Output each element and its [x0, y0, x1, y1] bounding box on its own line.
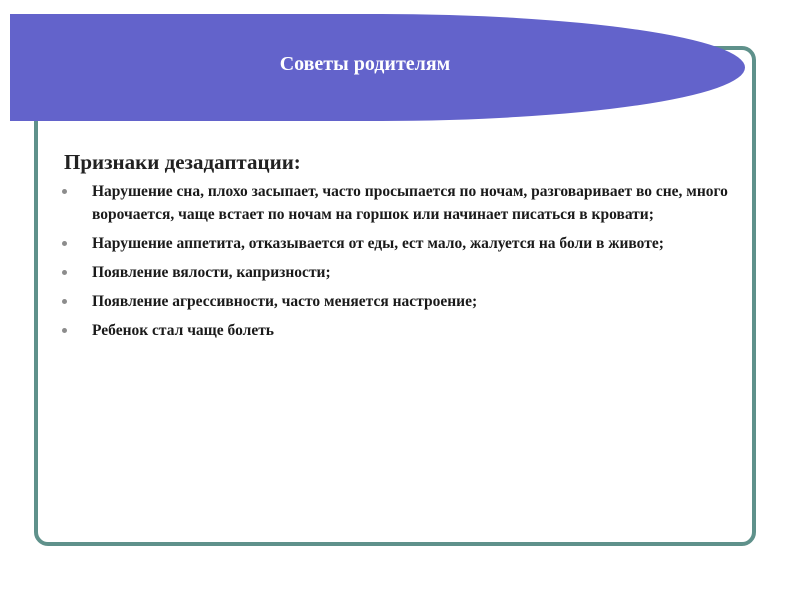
list-item: [60, 180, 740, 226]
list-item: [60, 261, 740, 284]
list-item: [60, 319, 740, 342]
list-item-text: Появление вялости, капризности;: [92, 264, 331, 281]
list-item-text: Ребенок стал чаще болеть: [92, 322, 275, 339]
bullet-icon: [62, 241, 67, 246]
list-item-text: Появление агрессивности, часто меняется настроение;: [92, 293, 478, 310]
list-item-text: Нарушение сна, плохо засыпает, часто просыпается по ночам, разговаривает во сне, много ворочается, чаще встает по ночам на горшок или начинает писаться в кровати;: [92, 183, 728, 223]
list-item-text: Нарушение аппетита, отказывается от еды, ест мало, жалуется на боли в животе;: [92, 235, 664, 252]
bullet-icon: [62, 189, 67, 194]
bullet-icon: [62, 270, 67, 275]
bullet-list: [60, 180, 740, 348]
list-item: [60, 232, 740, 255]
list-item: [60, 290, 740, 313]
bullet-icon: [62, 328, 67, 333]
slide-title: Советы родителям: [279, 53, 451, 75]
bullet-icon: [62, 299, 67, 304]
section-heading: Признаки дезадаптации:: [64, 150, 301, 174]
